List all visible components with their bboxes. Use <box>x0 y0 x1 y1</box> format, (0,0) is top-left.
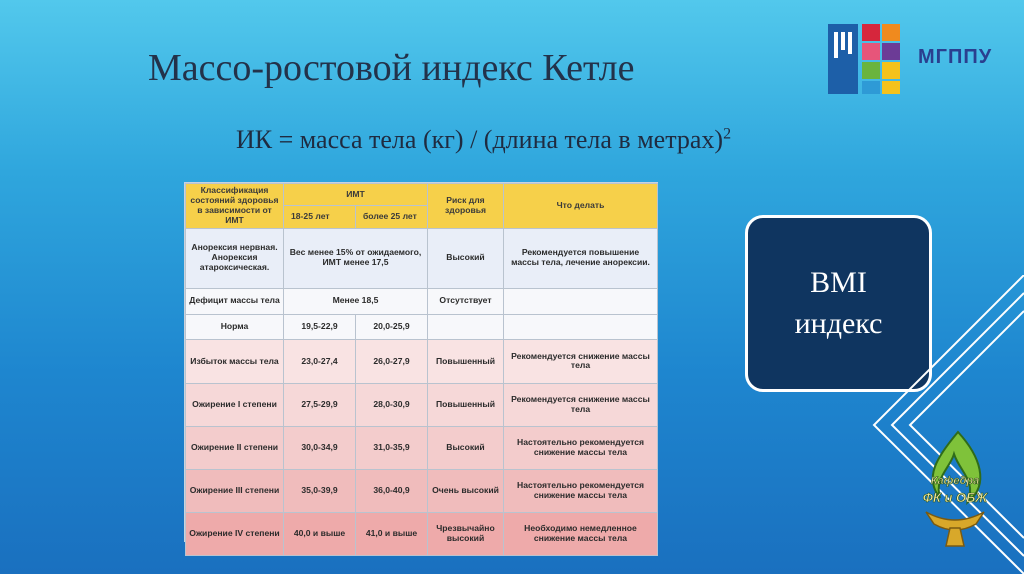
row-age-over-25: 28,0-30,9 <box>356 383 428 426</box>
logo-square-red <box>862 24 880 41</box>
row-age-18-25: 30,0-34,9 <box>284 426 356 469</box>
slide-title: Массо-ростовой индекс Кетле <box>148 47 635 89</box>
table-row <box>186 228 658 288</box>
row-action: Настоятельно рекомендуется снижение массы тела <box>504 426 658 469</box>
emblem-line2: ФК и ОБЖ <box>922 490 988 505</box>
table-row <box>186 426 658 469</box>
department-emblem <box>906 428 1004 552</box>
row-risk: Очень высокий <box>428 469 504 512</box>
header-age-over-25: более 25 лет <box>356 206 428 228</box>
table-row <box>186 340 658 383</box>
formula-superscript: 2 <box>723 125 732 143</box>
row-name: Ожирение II степени <box>186 426 284 469</box>
row-risk: Высокий <box>428 228 504 288</box>
bmi-classification-table <box>185 183 658 556</box>
row-age-18-25: 23,0-27,4 <box>284 340 356 383</box>
formula-text: ИК = масса тела (кг) / (длина тела в метрах) <box>236 125 724 154</box>
row-age-over-25: 26,0-27,9 <box>356 340 428 383</box>
row-name: Ожирение III степени <box>186 469 284 512</box>
row-risk: Повышенный <box>428 383 504 426</box>
bmi-table <box>185 183 657 541</box>
row-action: Необходимо немедленное снижение массы тела <box>504 512 658 555</box>
row-age-over-25: 31,0-35,9 <box>356 426 428 469</box>
row-action: Настоятельно рекомендуется снижение массы тела <box>504 469 658 512</box>
table-header-row <box>186 184 658 206</box>
logo-square-orange <box>882 24 900 41</box>
logo-stroke-2 <box>841 32 845 50</box>
row-name: Избыток массы тела <box>186 340 284 383</box>
row-risk: Чрезвычайно высокий <box>428 512 504 555</box>
row-age-18-25: 40,0 и выше <box>284 512 356 555</box>
row-risk: Высокий <box>428 426 504 469</box>
row-imt: Вес менее 15% от ожидаемого, ИМТ менее 17,5 <box>284 228 428 288</box>
table-row <box>186 383 658 426</box>
logo-square-purple <box>882 43 900 60</box>
row-risk: Повышенный <box>428 340 504 383</box>
row-age-over-25: 20,0-25,9 <box>356 314 428 340</box>
logo-square-yellow <box>882 62 900 79</box>
row-risk: Отсутствует <box>428 288 504 314</box>
row-age-over-25: 41,0 и выше <box>356 512 428 555</box>
row-name: Ожирение I степени <box>186 383 284 426</box>
row-name: Дефицит массы тела <box>186 288 284 314</box>
row-risk <box>428 314 504 340</box>
row-action: Рекомендуется снижение массы тела <box>504 383 658 426</box>
table-row <box>186 288 658 314</box>
emblem-line1: Кафедра <box>930 475 980 487</box>
header-age-18-25: 18-25 лет <box>284 206 356 228</box>
row-action <box>504 288 658 314</box>
row-imt: Менее 18,5 <box>284 288 428 314</box>
logo-square-pink <box>862 43 880 60</box>
row-age-over-25: 36,0-40,9 <box>356 469 428 512</box>
bmi-box-line1: BMI <box>810 266 867 299</box>
header-risk: Риск для здоровья <box>428 184 504 229</box>
row-name: Анорексия нервная. Анорексия атароксическая. <box>186 228 284 288</box>
row-name: Норма <box>186 314 284 340</box>
row-action: Рекомендуется снижение массы тела <box>504 340 658 383</box>
logo-stroke-3 <box>848 32 852 54</box>
header-imt: ИМТ <box>284 184 428 206</box>
header-action: Что делать <box>504 184 658 229</box>
logo-square-blue <box>862 81 880 94</box>
stem-icon <box>946 528 964 546</box>
logo-square-yellow-2 <box>882 81 900 94</box>
table-row <box>186 512 658 555</box>
table-row <box>186 314 658 340</box>
logo-square-green <box>862 62 880 79</box>
row-age-18-25: 27,5-29,9 <box>284 383 356 426</box>
row-name: Ожирение IV степени <box>186 512 284 555</box>
row-action <box>504 314 658 340</box>
logo-text: МГППУ <box>918 46 993 68</box>
row-age-18-25: 35,0-39,9 <box>284 469 356 512</box>
row-age-18-25: 19,5-22,9 <box>284 314 356 340</box>
logo-stroke-1 <box>834 32 838 58</box>
table-row <box>186 469 658 512</box>
header-classification: Классификация состояний здоровья в зависимости от ИМТ <box>186 184 284 229</box>
bmi-box-line2: индекс <box>794 306 883 340</box>
formula <box>236 125 731 155</box>
row-action: Рекомендуется повышение массы тела, лечение анорексии. <box>504 228 658 288</box>
